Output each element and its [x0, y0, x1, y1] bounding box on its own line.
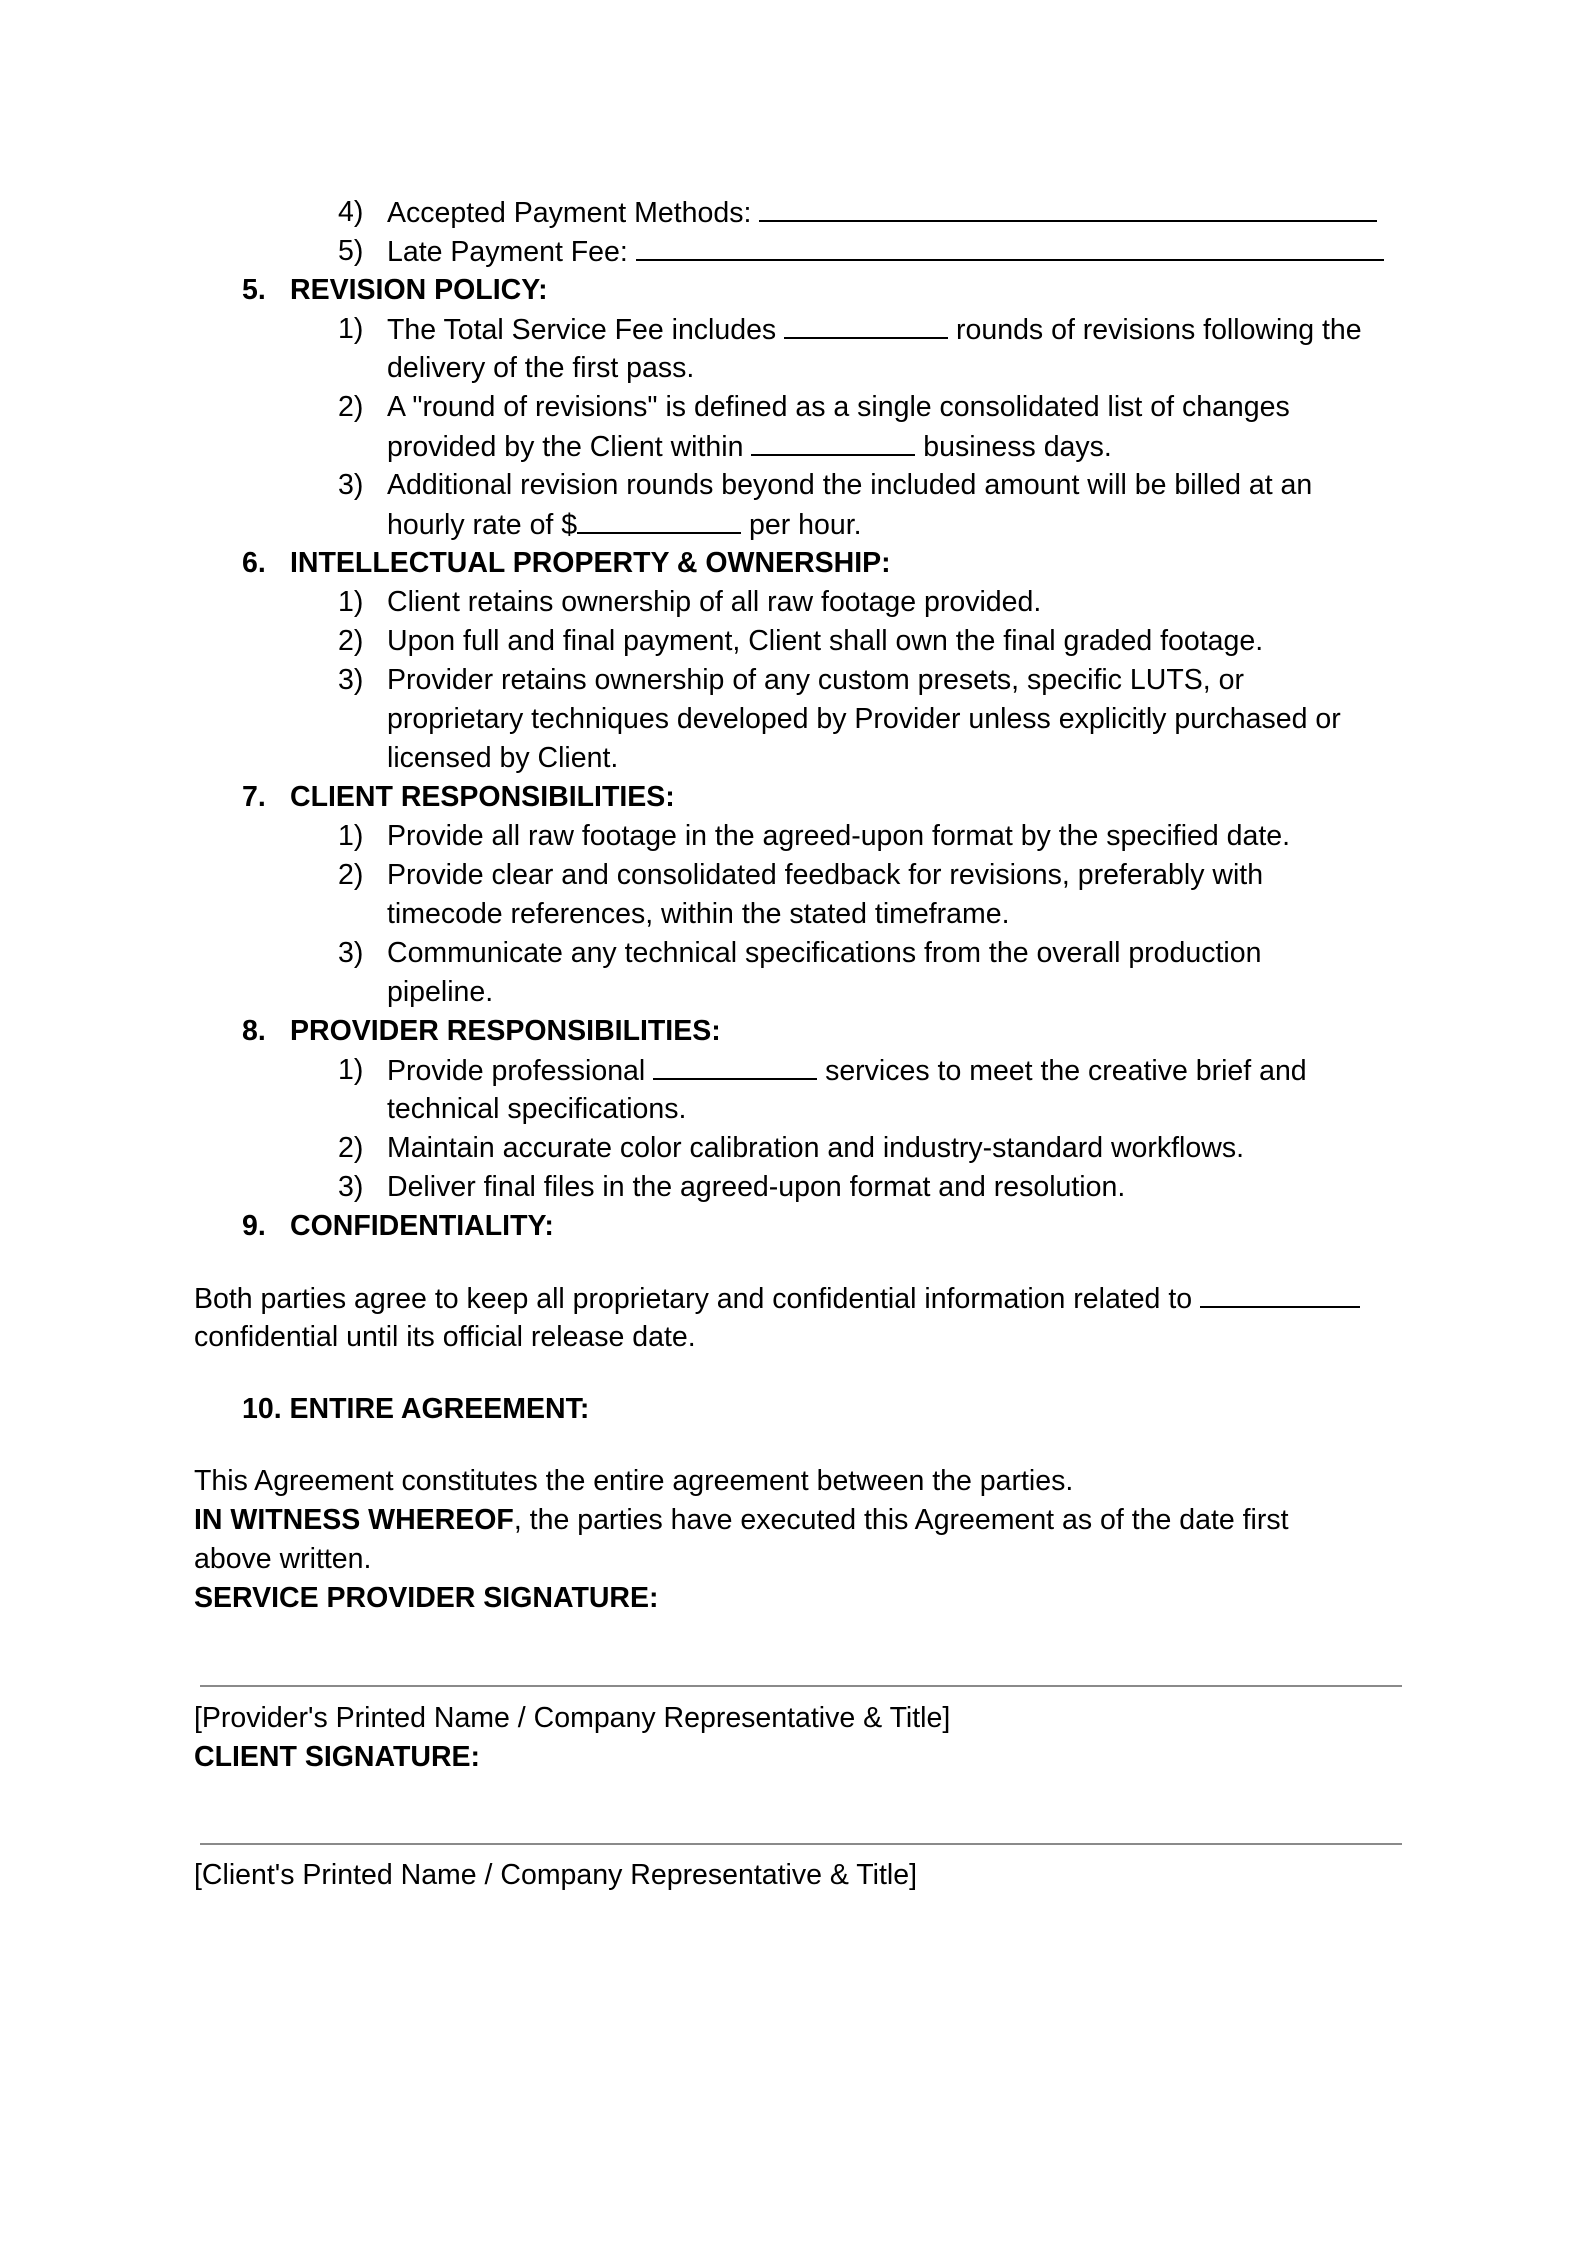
fill-in-blank[interactable]: [577, 506, 741, 534]
paragraph: This Agreement constitutes the entire agreement between the parties.: [194, 1465, 1074, 1497]
section-number: 6.: [242, 547, 266, 579]
section-heading: CLIENT RESPONSIBILITIES:: [290, 781, 675, 813]
section-number: 9.: [242, 1210, 266, 1242]
witness-text: , the parties have executed this Agreement as of the date first: [513, 1504, 1289, 1536]
fill-in-blank[interactable]: [636, 233, 1384, 261]
item-number: 2): [338, 625, 364, 657]
item-number: 3): [338, 1171, 364, 1203]
item-text: Late Payment Fee:: [387, 236, 628, 268]
list-item: Upon full and final payment, Client shall own the final graded footage.: [387, 625, 1264, 657]
item-number: 1): [338, 820, 364, 852]
item-text: hourly rate of $: [387, 509, 578, 541]
item-number: 1): [338, 586, 364, 618]
item-text: The Total Service Fee includes: [387, 314, 777, 346]
section-heading: 10. ENTIRE AGREEMENT:: [242, 1393, 590, 1425]
item-text-continued: [387, 506, 862, 543]
fill-in-blank[interactable]: [1200, 1280, 1360, 1308]
list-item: [387, 311, 1362, 348]
section-heading: CONFIDENTIALITY:: [290, 1210, 554, 1242]
section-number: 7.: [242, 781, 266, 813]
provider-signature-line[interactable]: [200, 1685, 1402, 1687]
item-text-continued: proprietary techniques developed by Provider unless explicitly purchased or: [387, 703, 1341, 735]
fill-in-blank[interactable]: [751, 428, 915, 456]
item-number: 5): [338, 235, 364, 267]
list-item: A "round of revisions" is defined as a single consolidated list of changes: [387, 391, 1290, 423]
item-number: 2): [338, 859, 364, 891]
provider-printed-name: [Provider's Printed Name / Company Representative & Title]: [194, 1702, 951, 1734]
witness-bold: IN WITNESS WHEREOF: [194, 1504, 514, 1536]
item-number: 1): [338, 1054, 364, 1086]
client-signature-line[interactable]: [200, 1843, 1402, 1845]
item-text: Accepted Payment Methods:: [387, 197, 752, 229]
list-item: Provide all raw footage in the agreed-upon format by the specified date.: [387, 820, 1291, 852]
item-text: business days.: [923, 431, 1112, 463]
item-text: provided by the Client within: [387, 431, 744, 463]
list-item: [387, 1052, 1307, 1089]
item-text-continued: timecode references, within the stated timeframe.: [387, 898, 1010, 930]
witness-clause: [194, 1502, 1289, 1538]
list-item: Additional revision rounds beyond the included amount will be billed at an: [387, 469, 1313, 501]
list-item: [387, 233, 1384, 270]
item-number: 3): [338, 937, 364, 969]
list-item: Maintain accurate color calibration and industry-standard workflows.: [387, 1132, 1244, 1164]
item-number: 1): [338, 313, 364, 345]
list-item: Communicate any technical specifications from the overall production: [387, 937, 1262, 969]
paragraph: [194, 1280, 1360, 1317]
item-text-continued: delivery of the first pass.: [387, 352, 695, 384]
item-number: 3): [338, 469, 364, 501]
provider-signature-label: SERVICE PROVIDER SIGNATURE:: [194, 1582, 659, 1614]
item-text-continued: pipeline.: [387, 976, 494, 1008]
list-item: Client retains ownership of all raw footage provided.: [387, 586, 1042, 618]
witness-clause-continued: above written.: [194, 1543, 372, 1575]
section-number: 8.: [242, 1015, 266, 1047]
item-text: services to meet the creative brief and: [825, 1055, 1307, 1087]
section-number: 5.: [242, 274, 266, 306]
fill-in-blank[interactable]: [653, 1052, 817, 1080]
fill-in-blank[interactable]: [784, 311, 948, 339]
item-text: per hour.: [749, 509, 862, 541]
item-number: 3): [338, 664, 364, 696]
item-number: 4): [338, 196, 364, 228]
item-number: 2): [338, 391, 364, 423]
list-item: Deliver final files in the agreed-upon format and resolution.: [387, 1171, 1126, 1203]
client-signature-label: CLIENT SIGNATURE:: [194, 1741, 481, 1773]
item-text-continued: licensed by Client.: [387, 742, 619, 774]
item-text: Provide professional: [387, 1055, 646, 1087]
section-heading: PROVIDER RESPONSIBILITIES:: [290, 1015, 721, 1047]
section-heading: REVISION POLICY:: [290, 274, 548, 306]
list-item: [387, 194, 1377, 231]
list-item: Provide clear and consolidated feedback for revisions, preferably with: [387, 859, 1264, 891]
fill-in-blank[interactable]: [759, 194, 1377, 222]
item-text-continued: technical specifications.: [387, 1093, 687, 1125]
item-text-continued: [387, 428, 1112, 465]
item-number: 2): [338, 1132, 364, 1164]
item-text: rounds of revisions following the: [956, 314, 1362, 346]
paragraph-continued: confidential until its official release date.: [194, 1321, 696, 1353]
list-item: Provider retains ownership of any custom presets, specific LUTS, or: [387, 664, 1244, 696]
section-heading: INTELLECTUAL PROPERTY & OWNERSHIP:: [290, 547, 891, 579]
paragraph-text: Both parties agree to keep all proprietary and confidential information related to: [194, 1283, 1193, 1315]
client-printed-name: [Client's Printed Name / Company Representative & Title]: [194, 1859, 918, 1891]
